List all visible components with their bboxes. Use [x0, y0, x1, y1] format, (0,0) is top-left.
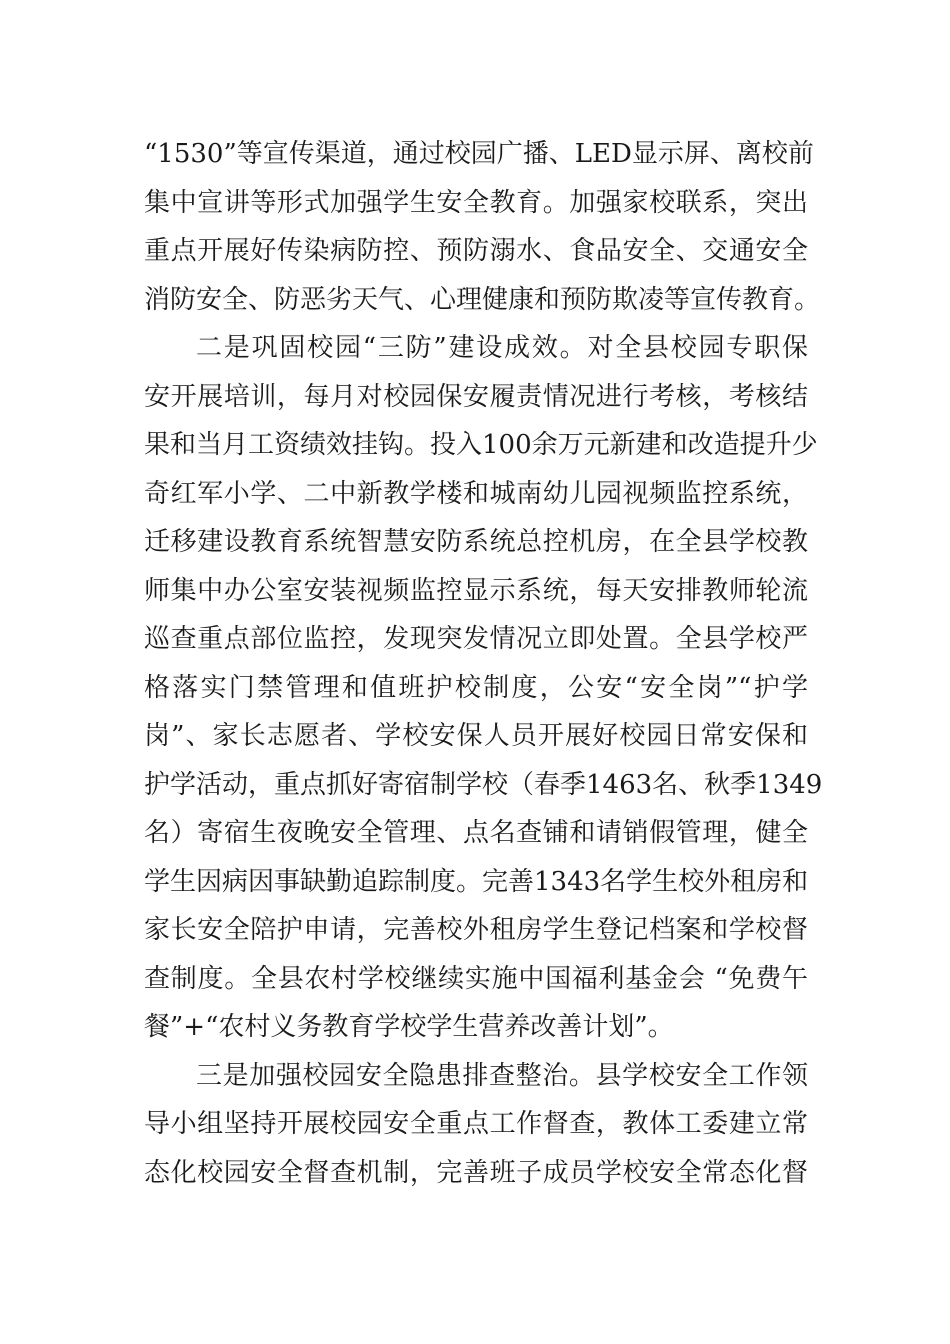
text-line: 查制度。全县农村学校继续实施中国福利基金会 “免费午	[144, 963, 808, 994]
body-text	[144, 130, 823, 1197]
text-line: 集中宣讲等形式加强学生安全教育。加强家校联系，突出	[144, 187, 808, 218]
text-line: 学生因病因事缺勤追踪制度。完善1343名学生校外租房和	[144, 866, 809, 897]
text-line: 消防安全、防恶劣天气、心理健康和预防欺凌等宣传教育。	[144, 284, 821, 315]
text-line: 果和当月工资绩效挂钩。投入100余万元新建和改造提升少	[144, 430, 818, 460]
text-line: 导小组坚持开展校园安全重点工作督查，教体工委建立常	[144, 1109, 808, 1139]
text-line: 名）寄宿生夜晚安全管理、点名查铺和请销假管理，健全	[144, 818, 808, 848]
text-line: 迁移建设教育系统智慧安防系统总控机房，在全县学校教	[144, 527, 808, 557]
text-line: 态化校园安全督查机制，完善班子成员学校安全常态化督	[144, 1157, 808, 1188]
text-line: 护学活动，重点抓好寄宿制学校（春季1463名、秋季1349	[144, 769, 823, 800]
text-line: 安开展培训，每月对校园保安履责情况进行考核，考核结	[144, 381, 808, 412]
text-line: 二是巩固校园“三防”建设成效。对全县校园专职保	[196, 333, 808, 363]
text-line: 师集中办公室安装视频监控显示系统，每天安排教师轮流	[144, 575, 808, 606]
text-line: 奇红军小学、二中新教学楼和城南幼儿园视频监控系统，	[144, 478, 808, 509]
text-line: 三是加强校园安全隐患排查整治。县学校安全工作领	[196, 1060, 808, 1091]
text-line: 家长安全陪护申请，完善校外租房学生登记档案和学校督	[144, 915, 808, 945]
text-line: 巡查重点部位监控，发现突发情况立即处置。全县学校严	[144, 624, 808, 654]
text-line: 重点开展好传染病防控、预防溺水、食品安全、交通安全	[144, 236, 808, 266]
text-line: 餐”+“农村义务教育学校学生营养改善计划”。	[144, 1012, 674, 1042]
text-line: 岗”、家长志愿者、学校安保人员开展好校园日常安保和	[144, 721, 808, 751]
text-line: 格落实门禁管理和值班护校制度，公安“安全岗”“护学	[144, 672, 808, 703]
text-line: “1530”等宣传渠道，通过校园广播、LED显示屏、离校前	[144, 139, 814, 169]
